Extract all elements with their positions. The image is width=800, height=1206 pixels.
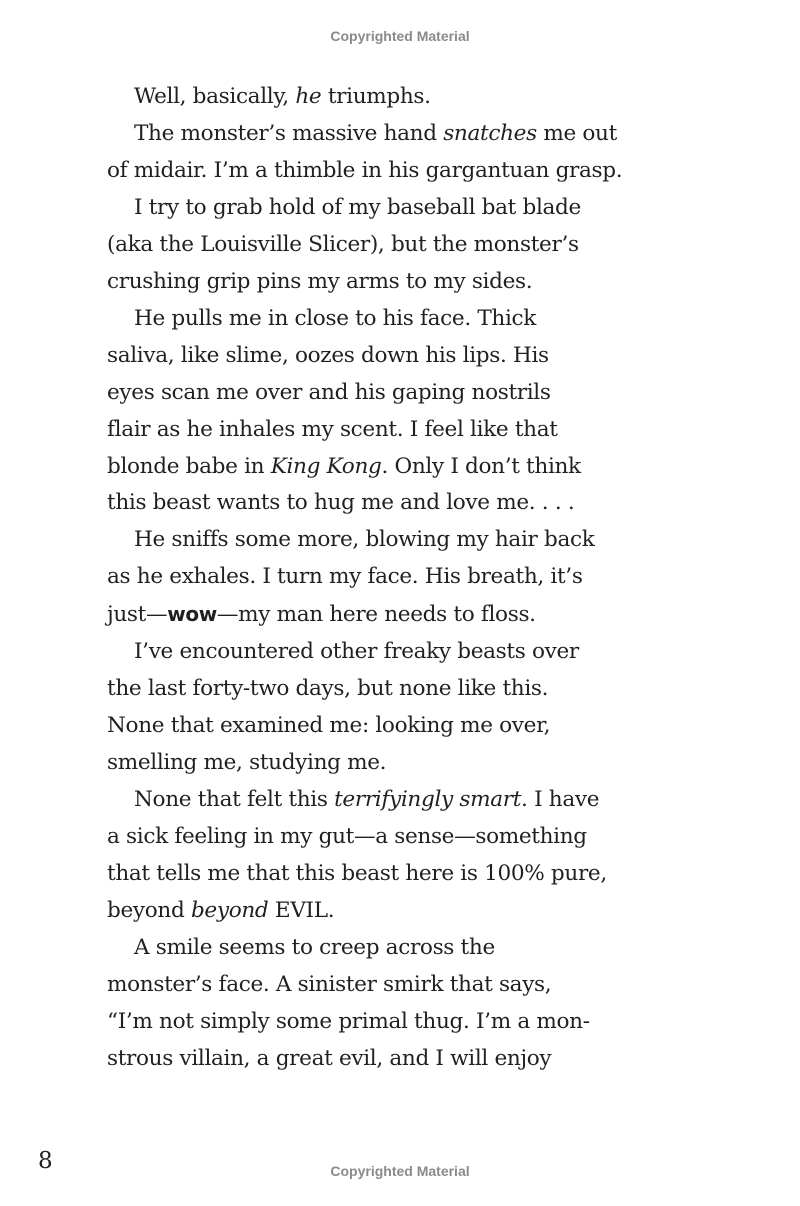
text-line — [107, 485, 707, 522]
text-segment: . I have — [521, 787, 600, 813]
text-line — [107, 930, 707, 967]
text-segment: crushing grip pins my arms to my sides. — [107, 268, 533, 294]
text-line — [107, 1004, 707, 1041]
page-number: 8 — [38, 1148, 53, 1174]
text-line — [107, 338, 707, 375]
text-segment: this beast wants to hug me and love me. . . . — [107, 490, 575, 516]
text-line — [107, 449, 707, 486]
text-line — [107, 412, 707, 449]
text-segment: A smile seems to creep across the — [134, 934, 495, 960]
text-segment: that tells me that this beast here is 100% pure, — [107, 861, 607, 887]
text-line — [107, 153, 707, 190]
text-line — [107, 264, 707, 301]
text-line — [107, 856, 707, 893]
text-segment: Well, basically, — [134, 84, 296, 109]
italic-text: King Kong — [270, 453, 382, 479]
text-segment: as he exhales. I turn my face. His breath, it’s — [107, 564, 583, 590]
italic-text: terrifyingly smart — [334, 787, 522, 813]
text-segment: . Only I don’t think — [381, 453, 581, 479]
text-segment: (aka the Louisville Slicer), but the monster’s — [107, 231, 579, 257]
text-segment: beyond — [107, 897, 191, 923]
text-line — [107, 708, 707, 745]
text-line — [107, 745, 707, 782]
text-segment: —my man here needs to floss. — [216, 602, 536, 628]
text-segment: saliva, like slime, oozes down his lips. His — [107, 342, 549, 368]
text-segment: just— — [107, 602, 168, 628]
text-segment: eyes scan me over and his gaping nostrils — [107, 379, 551, 405]
bold-text: wow — [167, 602, 217, 627]
text-line — [107, 819, 707, 856]
copyright-footer: Copyrighted Material — [330, 1163, 470, 1179]
text-segment: the last forty-two days, but none like this. — [107, 676, 549, 702]
text-line — [107, 596, 707, 634]
text-line — [107, 782, 707, 819]
text-segment: He sniffs some more, blowing my hair back — [134, 527, 595, 553]
text-segment: “I’m not simply some primal thug. I’m a mon- — [107, 1008, 590, 1034]
text-line — [107, 522, 707, 559]
text-segment: I try to grab hold of my baseball bat blade — [134, 194, 581, 220]
text-segment: strous villain, a great evil, and I will enjoy — [107, 1045, 552, 1071]
text-line — [107, 1041, 707, 1078]
text-segment: me out — [536, 120, 617, 146]
text-line — [107, 79, 707, 116]
text-line — [107, 116, 707, 153]
text-line — [107, 893, 707, 930]
text-line — [107, 375, 707, 412]
text-line — [107, 301, 707, 338]
text-segment: EVIL. — [268, 897, 335, 923]
text-segment: None that examined me: looking me over, — [107, 713, 551, 739]
text-segment: triumphs. — [321, 84, 431, 109]
text-line — [107, 634, 707, 671]
body-text — [107, 79, 707, 1078]
text-segment: monster’s face. A sinister smirk that says, — [107, 971, 552, 997]
text-segment: of midair. I’m a thimble in his gargantuan grasp. — [107, 157, 623, 183]
text-segment: a sick feeling in my gut—a sense—something — [107, 824, 587, 850]
text-line — [107, 190, 707, 227]
text-segment: I’ve encountered other freaky beasts over — [134, 639, 579, 665]
text-line — [107, 559, 707, 596]
text-line — [107, 227, 707, 264]
text-segment: None that felt this — [134, 787, 335, 813]
text-segment: flair as he inhales my scent. I feel like that — [107, 416, 558, 442]
text-segment: blonde babe in — [107, 453, 271, 479]
text-segment: He pulls me in close to his face. Thick — [134, 305, 536, 331]
text-segment: The monster’s massive hand — [134, 120, 444, 146]
italic-text: he — [295, 84, 322, 109]
text-line — [107, 967, 707, 1004]
italic-text: snatches — [443, 120, 537, 146]
text-line — [107, 671, 707, 708]
copyright-header: Copyrighted Material — [330, 28, 470, 44]
italic-text: beyond — [190, 897, 269, 923]
text-segment: smelling me, studying me. — [107, 750, 387, 776]
